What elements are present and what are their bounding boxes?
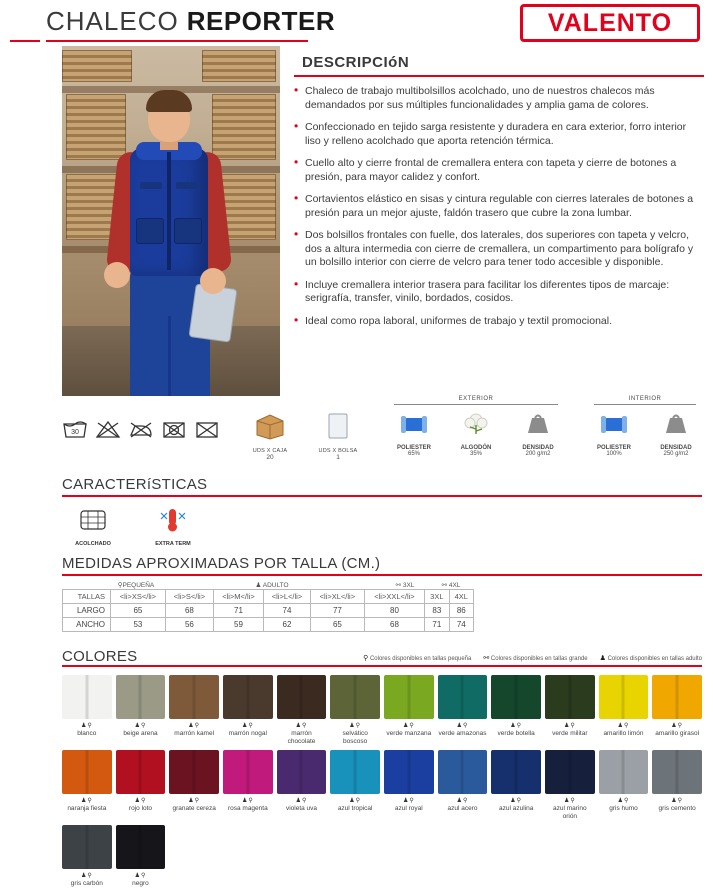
bag-icon: [321, 410, 355, 440]
color-swatch[interactable]: [169, 750, 219, 821]
color-swatch-label: verde amazonas: [438, 730, 487, 737]
color-swatch-size-icons: ♟⚲: [617, 723, 630, 729]
color-swatch-label: negro: [132, 880, 149, 887]
color-swatch-size-icons: ♟⚲: [134, 798, 147, 804]
description-bullet: • Confeccionado en tejido sarga resistente y duradera en cara exterior, forro interior liso y relleno acolchado que aporta retención térmica.: [294, 121, 704, 148]
colors-header: [62, 648, 702, 665]
color-swatch[interactable]: [491, 750, 541, 821]
color-swatch[interactable]: [62, 750, 112, 821]
color-swatch-size-icons: ♟⚲: [295, 798, 308, 804]
packaging-item-box: [244, 410, 296, 461]
size-group-small: [110, 581, 162, 589]
color-swatch-label: marrón kamel: [174, 730, 215, 737]
size-group-4xl: [428, 581, 474, 589]
color-swatch-vest[interactable]: [384, 675, 434, 719]
table-row-label: LARGO: [63, 604, 111, 618]
table-cell: 65: [111, 604, 166, 618]
table-cell: 86: [449, 604, 473, 618]
color-swatch-label: verde manzana: [386, 730, 432, 737]
table-cell: 77: [311, 604, 365, 618]
color-swatch-vest[interactable]: [62, 675, 112, 719]
color-swatch[interactable]: [599, 750, 649, 821]
color-swatch-size-icons: ♟⚲: [563, 723, 576, 729]
color-swatch[interactable]: [62, 675, 112, 746]
legend-label: Colores disponibles en tallas grande: [490, 656, 588, 662]
color-swatch[interactable]: [169, 675, 219, 746]
description-bullet: • Dos bolsillos frontales con fuelle, dos laterales, dos superiores con tapeta y velcro, dos a altura intermedia con cierre de cremallera, un compartimento para bolígrafo y un bolsillo interior con cierre de velcro para tener todo accesible y disponible.: [294, 229, 704, 270]
colors-section: [62, 648, 702, 888]
weight-icon: [521, 410, 555, 438]
color-swatch-size-icons: ♟⚲: [671, 798, 684, 804]
color-swatch-label: azul marino orión: [553, 805, 587, 820]
model-vest-front-pocket: [174, 218, 202, 244]
color-swatch-label: gris carbón: [70, 880, 103, 887]
size-group-label: 4XL: [448, 582, 461, 589]
colors-heading: COLORES: [62, 648, 138, 665]
feature-label: EXTRA TERM: [155, 541, 191, 547]
color-swatch-vest[interactable]: [438, 675, 488, 719]
model-trouser-seam: [168, 316, 171, 396]
color-swatch-vest[interactable]: [116, 825, 166, 869]
table-row-label: ANCHO: [63, 618, 111, 632]
color-swatch-label: blanco: [77, 730, 97, 737]
packaging-item-bag: [312, 410, 364, 461]
color-swatch[interactable]: [330, 675, 380, 746]
color-swatch[interactable]: [384, 750, 434, 821]
description-section: [294, 46, 704, 396]
table-cell: 56: [165, 618, 213, 632]
material-item: [588, 410, 640, 457]
color-swatch-size-icons: ♟⚲: [349, 798, 362, 804]
description-bullet: • Incluye cremallera interior trasera para facilitar los diferentes tipos de marcaje: serigrafía, transfer, vinilo, bordados, cosidos.: [294, 279, 704, 306]
color-swatch-label: beige arena: [123, 730, 158, 737]
color-swatch-size-icons: ♟⚲: [134, 873, 147, 879]
padded-icon: [76, 507, 110, 533]
color-swatch-vest[interactable]: [545, 675, 595, 719]
table-cell: 59: [214, 618, 264, 632]
color-swatch[interactable]: [223, 750, 273, 821]
table-header-cell: <li>XL</li>: [311, 590, 365, 604]
color-swatch[interactable]: [277, 675, 327, 746]
color-swatch-label: selvático boscoso: [342, 730, 368, 745]
size-table: [62, 589, 474, 632]
brand-logo: [520, 4, 700, 42]
color-swatch-vest[interactable]: [491, 750, 541, 794]
color-swatch[interactable]: [652, 750, 702, 821]
color-swatch-vest[interactable]: [277, 675, 327, 719]
size-group-headers: [62, 576, 474, 589]
color-swatch-vest[interactable]: [384, 750, 434, 794]
color-swatch-vest[interactable]: [330, 675, 380, 719]
color-swatch-label: marrón chocolate: [287, 730, 316, 745]
no-bleach-icon: [95, 418, 121, 440]
title-bold: REPORTER: [186, 6, 336, 36]
color-swatch[interactable]: [330, 750, 380, 821]
color-swatch-label: granate cereza: [172, 805, 216, 812]
model-figure: [96, 86, 246, 396]
no-iron-icon: [128, 418, 154, 440]
material-value: 100%: [606, 451, 622, 457]
features-list: [62, 497, 702, 551]
colors-legend: [363, 654, 702, 665]
spec-strip: [0, 396, 714, 470]
color-swatch-size-icons: ♟⚲: [80, 798, 93, 804]
color-swatch-label: amarillo limón: [603, 730, 644, 737]
table-row-header: [63, 590, 474, 604]
large-icon: ⚯: [441, 582, 448, 589]
spool-blue-icon: [397, 410, 431, 438]
color-swatch-label: violeta uva: [285, 805, 318, 812]
size-group-label: 3XL: [402, 582, 415, 589]
color-swatch-size-icons: ♟⚲: [188, 723, 201, 729]
cotton-icon: [459, 410, 493, 438]
feature-item-thermal: [146, 507, 200, 547]
description-bullet: • Chaleco de trabajo multibolsillos acolchado, uno de nuestros chalecos más demandados por sus múltiples funcionalidades y amplia gama de colores.: [294, 85, 704, 112]
table-cell: 65: [311, 618, 365, 632]
interior-materials: [588, 396, 702, 457]
color-swatch-label: gris humo: [609, 805, 638, 812]
color-swatch-vest[interactable]: [438, 750, 488, 794]
color-swatch-vest[interactable]: [116, 750, 166, 794]
table-header-cell: TALLAS: [63, 590, 111, 604]
size-group-label: PEQUEÑA: [122, 582, 155, 589]
color-swatch-label: azul acero: [447, 805, 478, 812]
color-swatch[interactable]: [384, 675, 434, 746]
product-photo: [62, 46, 280, 396]
color-swatch-grid: [62, 667, 702, 888]
pallet: [202, 50, 276, 82]
svg-text:30: 30: [71, 429, 79, 436]
model-hair: [146, 90, 192, 112]
spool-blue-icon: [597, 410, 631, 438]
packaging-label: UDS X CAJA: [252, 448, 288, 454]
material-label: POLIESTER: [596, 445, 631, 451]
color-swatch-label: verde botella: [497, 730, 535, 737]
measurements-heading: MEDIDAS APROXIMADAS POR TALLA (CM.): [62, 555, 381, 572]
model-vest-top-pocket: [140, 182, 162, 189]
material-value: 35%: [469, 451, 482, 457]
color-swatch-vest[interactable]: [652, 750, 702, 794]
color-swatch-vest[interactable]: [169, 675, 219, 719]
color-swatch-label: marrón nogal: [228, 730, 267, 737]
color-swatch-label: verde militar: [552, 730, 588, 737]
description-list: [294, 85, 704, 328]
exterior-materials: [388, 396, 564, 457]
adult-icon: ♟: [255, 582, 262, 589]
title-light: CHALECO: [46, 6, 179, 36]
color-swatch-size-icons: ♟⚲: [134, 723, 147, 729]
size-group-label: ADULTO: [262, 582, 289, 589]
color-swatch-size-icons: ♟⚲: [671, 723, 684, 729]
color-swatch-size-icons: ♟⚲: [80, 723, 93, 729]
color-swatch[interactable]: [438, 675, 488, 746]
size-group-3xl: [382, 581, 428, 589]
title-rule: [46, 40, 308, 42]
feature-item-padded: [66, 507, 120, 547]
color-swatch-size-icons: ♟⚲: [510, 798, 523, 804]
color-swatch-label: azul royal: [394, 805, 423, 812]
color-swatch-vest[interactable]: [491, 675, 541, 719]
color-swatch[interactable]: [491, 675, 541, 746]
color-swatch[interactable]: [545, 750, 595, 821]
measurements-section: [62, 555, 702, 632]
legend-item: [363, 654, 471, 662]
thermal-icon: [156, 507, 190, 533]
table-header-cell: 3XL: [425, 590, 449, 604]
color-swatch-label: azul tropical: [337, 805, 373, 812]
feature-label: ACOLCHADO: [75, 541, 111, 547]
color-swatch-size-icons: ♟⚲: [241, 798, 254, 804]
color-swatch-vest[interactable]: [545, 750, 595, 794]
color-swatch-size-icons: ♟⚲: [295, 723, 308, 729]
title-rule-left: [10, 40, 40, 42]
color-swatch-label: naranja fiesta: [67, 805, 107, 812]
table-header-cell: 4XL: [449, 590, 473, 604]
color-swatch-label: gris cemento: [658, 805, 696, 812]
legend-label: Colores disponibles en tallas adulto: [607, 656, 702, 662]
table-header-cell: <li>M</li>: [214, 590, 264, 604]
color-swatch-size-icons: ♟⚲: [456, 798, 469, 804]
color-swatch[interactable]: [116, 825, 166, 888]
table-cell: 80: [364, 604, 424, 618]
color-swatch-vest[interactable]: [62, 750, 112, 794]
material-item: [650, 410, 702, 457]
table-header-cell: <li>XS</li>: [111, 590, 166, 604]
color-swatch[interactable]: [62, 825, 112, 888]
legend-item: [483, 654, 587, 662]
table-header-cell: <li>XXL</li>: [364, 590, 424, 604]
description-rule: [294, 75, 704, 77]
description-heading: DESCRIPCIóN: [302, 54, 410, 71]
color-swatch-vest[interactable]: [169, 750, 219, 794]
color-swatch-vest[interactable]: [599, 675, 649, 719]
color-swatch-vest[interactable]: [116, 675, 166, 719]
adult-icon: ♟: [599, 655, 606, 662]
color-swatch-size-icons: ♟⚲: [617, 798, 630, 804]
color-swatch-size-icons: ♟⚲: [241, 723, 254, 729]
table-cell: 68: [165, 604, 213, 618]
legend-label: Colores disponibles en tallas pequeña: [369, 656, 472, 662]
description-bullet: • Ideal como ropa laboral, uniformes de trabajo y textil promocional.: [294, 315, 704, 329]
color-swatch-vest[interactable]: [62, 825, 112, 869]
color-swatch[interactable]: [438, 750, 488, 821]
table-header-cell: <li>L</li>: [263, 590, 310, 604]
small-sizes-icon: ⚲: [117, 582, 123, 589]
pallet: [62, 50, 132, 82]
color-swatch[interactable]: [116, 675, 166, 746]
packaging-group: [244, 406, 364, 461]
weight-icon: [659, 410, 693, 438]
features-heading: CARACTERíSTICAS: [62, 476, 208, 493]
description-bullet: • Cortavientos elástico en sisas y cintura regulable con cierres laterales de botones a presión para un mejor ajuste, faldón trasero que cubre la zona lumbar.: [294, 193, 704, 220]
material-label: DENSIDAD: [660, 445, 692, 451]
material-label: POLIESTER: [396, 445, 431, 451]
color-swatch-label: rosa magenta: [227, 805, 268, 812]
small-sizes-icon: ⚲: [363, 655, 369, 662]
color-swatch-size-icons: ♟⚲: [80, 873, 93, 879]
table-row: [63, 618, 474, 632]
model-vest-front-pocket: [136, 218, 164, 244]
large-icon: ⚯: [395, 582, 402, 589]
large-icon: ⚯: [483, 655, 490, 662]
table-header-cell: <li>S</li>: [165, 590, 213, 604]
description-bullet: • Cuello alto y cierre frontal de cremallera entera con tapeta y cierre de botones a presión, para mayor calidez y confort.: [294, 157, 704, 184]
page-header: [0, 0, 714, 46]
color-swatch-vest[interactable]: [330, 750, 380, 794]
care-instructions: [62, 406, 220, 440]
color-swatch[interactable]: [652, 675, 702, 746]
product-overview: [0, 46, 714, 396]
packaging-value: 1: [336, 454, 340, 461]
color-swatch-vest[interactable]: [223, 750, 273, 794]
packaging-value: 20: [266, 454, 274, 461]
wash-30-icon: [62, 418, 88, 440]
table-cell: 74: [263, 604, 310, 618]
color-swatch-size-icons: ♟⚲: [456, 723, 469, 729]
model-hand-right: [200, 268, 226, 294]
table-cell: 83: [425, 604, 449, 618]
table-cell: 68: [364, 618, 424, 632]
material-label: DENSIDAD: [522, 445, 554, 451]
material-value: 65%: [407, 451, 420, 457]
color-swatch-size-icons: ♟⚲: [510, 723, 523, 729]
material-value: 200 g/m2: [525, 451, 551, 457]
color-swatch-size-icons: ♟⚲: [402, 798, 415, 804]
color-swatch-vest[interactable]: [652, 675, 702, 719]
features-section: [62, 476, 702, 551]
model-vest-zipper: [167, 152, 171, 270]
material-value: 250 g/m2: [663, 451, 689, 457]
color-swatch[interactable]: [223, 675, 273, 746]
color-swatch-label: azul azulina: [499, 805, 534, 812]
color-swatch[interactable]: [277, 750, 327, 821]
box-icon: [253, 410, 287, 440]
color-swatch-size-icons: ♟⚲: [402, 723, 415, 729]
model-hand-left: [104, 262, 130, 288]
table-cell: 62: [263, 618, 310, 632]
no-dry-clean-icon: [194, 418, 220, 440]
page-title: [46, 6, 335, 37]
material-item: [512, 410, 564, 457]
table-cell: 71: [425, 618, 449, 632]
legend-item: [600, 654, 702, 662]
interior-caption: INTERIOR: [588, 396, 702, 405]
color-swatch-size-icons: ♟⚲: [563, 798, 576, 804]
table-cell: 53: [111, 618, 166, 632]
color-swatch-size-icons: ♟⚲: [188, 798, 201, 804]
color-swatch-vest[interactable]: [599, 750, 649, 794]
table-cell: 74: [449, 618, 473, 632]
exterior-caption: EXTERIOR: [388, 396, 564, 405]
model-vest-top-pocket: [176, 182, 198, 189]
material-item: [388, 410, 440, 457]
color-swatch[interactable]: [599, 675, 649, 746]
table-row: [63, 604, 474, 618]
material-label: ALGODÓN: [460, 445, 492, 451]
no-tumble-dry-icon: [161, 418, 187, 440]
color-swatch-size-icons: ♟⚲: [349, 723, 362, 729]
size-group-adult: [162, 581, 382, 589]
packaging-label: UDS X BOLSA: [318, 448, 358, 454]
color-swatch[interactable]: [545, 675, 595, 746]
color-swatch-vest[interactable]: [277, 750, 327, 794]
color-swatch-vest[interactable]: [223, 675, 273, 719]
brand-logo-text: VALENTO: [547, 8, 673, 37]
color-swatch[interactable]: [116, 750, 166, 821]
table-cell: 71: [214, 604, 264, 618]
color-swatch-label: rojo loto: [128, 805, 153, 812]
material-item: [450, 410, 502, 457]
color-swatch-label: amarillo girasol: [655, 730, 700, 737]
